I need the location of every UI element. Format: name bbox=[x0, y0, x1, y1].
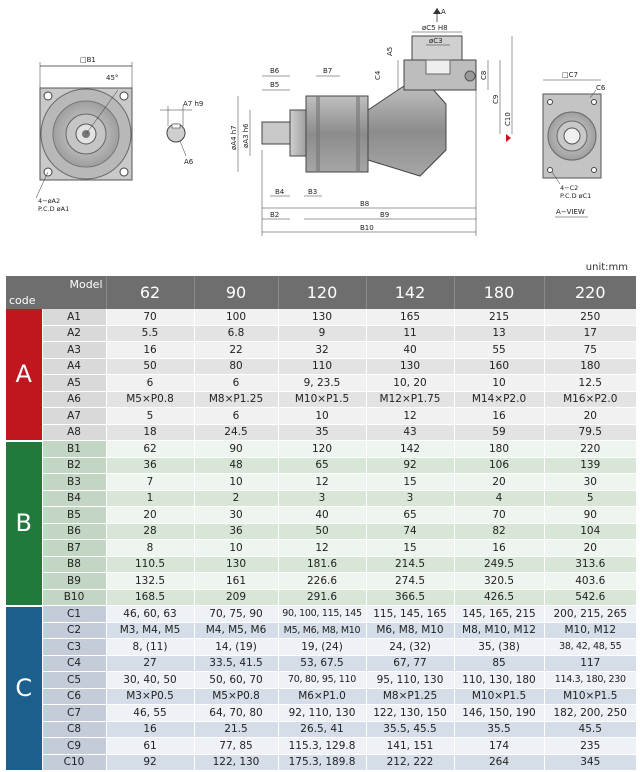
table-cell: 403.6 bbox=[544, 573, 636, 590]
label-a6: A6 bbox=[184, 158, 194, 166]
table-cell: 1 bbox=[106, 490, 194, 507]
label-c10: C10 bbox=[504, 112, 512, 126]
table-cell: 35, (38) bbox=[454, 639, 544, 656]
unit-label: unit:mm bbox=[585, 262, 628, 273]
table-row bbox=[6, 358, 636, 375]
table-cell: 38, 42, 48, 55 bbox=[544, 639, 636, 656]
table-cell: 12 bbox=[278, 474, 366, 491]
side-view bbox=[238, 8, 512, 236]
table-cell: M14×P2.0 bbox=[454, 391, 544, 408]
table-cell: 542.6 bbox=[544, 589, 636, 606]
table-cell: M5, M6, M8, M10 bbox=[278, 622, 366, 639]
table-cell: 291.6 bbox=[278, 589, 366, 606]
label-b10: B10 bbox=[360, 224, 374, 232]
table-cell: 9 bbox=[278, 325, 366, 342]
table-cell: 313.6 bbox=[544, 556, 636, 573]
table-cell: 100 bbox=[194, 309, 278, 325]
table-cell: 200, 215, 265 bbox=[544, 606, 636, 623]
table-cell: 366.5 bbox=[366, 589, 454, 606]
table-cell: 45.5 bbox=[544, 721, 636, 738]
table-cell: 10 bbox=[278, 408, 366, 425]
table-row bbox=[6, 441, 636, 458]
table-header-row bbox=[6, 276, 636, 309]
table-cell: 64, 70, 80 bbox=[194, 705, 278, 722]
row-code: B6 bbox=[42, 523, 106, 540]
table-row bbox=[6, 391, 636, 408]
table-cell: 6 bbox=[106, 375, 194, 392]
table-cell: M4, M5, M6 bbox=[194, 622, 278, 639]
table-cell: 14, (19) bbox=[194, 639, 278, 656]
table-cell: 35.5, 45.5 bbox=[366, 721, 454, 738]
table-cell: 3 bbox=[278, 490, 366, 507]
technical-drawing bbox=[0, 0, 640, 258]
table-cell: 12.5 bbox=[544, 375, 636, 392]
table-cell: 345 bbox=[544, 754, 636, 771]
table-cell: 7 bbox=[106, 474, 194, 491]
table-cell: 110.5 bbox=[106, 556, 194, 573]
table-cell: 15 bbox=[366, 474, 454, 491]
table-cell: 5 bbox=[106, 408, 194, 425]
label-a5: A5 bbox=[386, 46, 394, 56]
label-a2: 4−øA2 bbox=[38, 197, 61, 205]
table-cell: 10 bbox=[194, 474, 278, 491]
table-row bbox=[6, 721, 636, 738]
table-cell: 80 bbox=[194, 358, 278, 375]
table-cell: 264 bbox=[454, 754, 544, 771]
table-cell: 16 bbox=[106, 721, 194, 738]
table-cell: 175.3, 189.8 bbox=[278, 754, 366, 771]
table-cell: 48 bbox=[194, 457, 278, 474]
table-cell: 16 bbox=[454, 408, 544, 425]
table-cell: 110, 130, 180 bbox=[454, 672, 544, 689]
table-row bbox=[6, 342, 636, 359]
table-row bbox=[6, 490, 636, 507]
row-code: B3 bbox=[42, 474, 106, 491]
table-cell: 8, (11) bbox=[106, 639, 194, 656]
table-row bbox=[6, 672, 636, 689]
table-cell: 181.6 bbox=[278, 556, 366, 573]
table-cell: 35 bbox=[278, 424, 366, 441]
label-b9: B9 bbox=[380, 211, 390, 219]
table-cell: 67, 77 bbox=[366, 655, 454, 672]
label-c8: C8 bbox=[480, 70, 488, 80]
table-cell: M10, M12 bbox=[544, 622, 636, 639]
table-cell: M8, M10, M12 bbox=[454, 622, 544, 639]
row-code: C3 bbox=[42, 639, 106, 656]
label-b8: B8 bbox=[360, 200, 370, 208]
row-code: C10 bbox=[42, 754, 106, 771]
row-code: C5 bbox=[42, 672, 106, 689]
model-header: 180 bbox=[454, 276, 544, 309]
table-row bbox=[6, 705, 636, 722]
table-cell: 17 bbox=[544, 325, 636, 342]
table-cell: 61 bbox=[106, 738, 194, 755]
table-row bbox=[6, 375, 636, 392]
row-code: A8 bbox=[42, 424, 106, 441]
table-cell: 16 bbox=[106, 342, 194, 359]
table-cell: 132.5 bbox=[106, 573, 194, 590]
table-cell: 6 bbox=[194, 408, 278, 425]
table-cell: 130 bbox=[366, 358, 454, 375]
table-cell: M12×P1.75 bbox=[366, 391, 454, 408]
table-cell: 9, 23.5 bbox=[278, 375, 366, 392]
table-cell: 55 bbox=[454, 342, 544, 359]
table-cell: 27 bbox=[106, 655, 194, 672]
row-code: B2 bbox=[42, 457, 106, 474]
table-cell: 320.5 bbox=[454, 573, 544, 590]
row-code: C9 bbox=[42, 738, 106, 755]
table-cell: 235 bbox=[544, 738, 636, 755]
front-view bbox=[36, 62, 132, 198]
row-code: C2 bbox=[42, 622, 106, 639]
table-cell: 5 bbox=[544, 490, 636, 507]
model-header: 90 bbox=[194, 276, 278, 309]
table-cell: 70, 80, 95, 110 bbox=[278, 672, 366, 689]
model-header: 120 bbox=[278, 276, 366, 309]
table-cell: 20 bbox=[544, 408, 636, 425]
table-row bbox=[6, 573, 636, 590]
model-header: 220 bbox=[544, 276, 636, 309]
table-row bbox=[6, 738, 636, 755]
table-cell: 212, 222 bbox=[366, 754, 454, 771]
header-model-label: Model bbox=[69, 278, 103, 291]
table-cell: 82 bbox=[454, 523, 544, 540]
table-cell: 141, 151 bbox=[366, 738, 454, 755]
table-cell: 92 bbox=[366, 457, 454, 474]
table-cell: 174 bbox=[454, 738, 544, 755]
group-label: A bbox=[6, 309, 42, 441]
table-cell: 19, (24) bbox=[278, 639, 366, 656]
row-code: B5 bbox=[42, 507, 106, 524]
table-cell: 85 bbox=[454, 655, 544, 672]
table-cell: 215 bbox=[454, 309, 544, 325]
row-code: C8 bbox=[42, 721, 106, 738]
table-cell: 75 bbox=[544, 342, 636, 359]
table-cell: 117 bbox=[544, 655, 636, 672]
table-cell: 3 bbox=[366, 490, 454, 507]
table-cell: 53, 67.5 bbox=[278, 655, 366, 672]
table-cell: 36 bbox=[194, 523, 278, 540]
table-cell: 50 bbox=[106, 358, 194, 375]
table-cell: 24, (32) bbox=[366, 639, 454, 656]
table-cell: 10, 20 bbox=[366, 375, 454, 392]
label-c6: C6 bbox=[596, 84, 606, 92]
table-cell: 249.5 bbox=[454, 556, 544, 573]
table-cell: 274.5 bbox=[366, 573, 454, 590]
table-row bbox=[6, 688, 636, 705]
table-cell: 122, 130 bbox=[194, 754, 278, 771]
label-b7: B7 bbox=[323, 67, 333, 75]
table-row bbox=[6, 589, 636, 606]
table-cell: 161 bbox=[194, 573, 278, 590]
table-cell: 146, 150, 190 bbox=[454, 705, 544, 722]
row-code: A5 bbox=[42, 375, 106, 392]
table-cell: M10×P1.5 bbox=[454, 688, 544, 705]
row-code: A3 bbox=[42, 342, 106, 359]
row-code: B4 bbox=[42, 490, 106, 507]
row-code: B7 bbox=[42, 540, 106, 557]
table-row bbox=[6, 424, 636, 441]
table-cell: 160 bbox=[454, 358, 544, 375]
table-cell: M6, M8, M10 bbox=[366, 622, 454, 639]
table-cell: 62 bbox=[106, 441, 194, 458]
group-label: C bbox=[6, 606, 42, 771]
table-row bbox=[6, 639, 636, 656]
row-code: A4 bbox=[42, 358, 106, 375]
table-cell: 15 bbox=[366, 540, 454, 557]
label-pcd-a1: P.C.D øA1 bbox=[38, 205, 70, 213]
row-code: A6 bbox=[42, 391, 106, 408]
table-cell: 10 bbox=[454, 375, 544, 392]
table-cell: M8×P1.25 bbox=[366, 688, 454, 705]
label-b3: B3 bbox=[308, 188, 318, 196]
table-cell: 130 bbox=[194, 556, 278, 573]
table-cell: 180 bbox=[454, 441, 544, 458]
table-cell: 20 bbox=[544, 540, 636, 557]
table-cell: 120 bbox=[278, 441, 366, 458]
label-b6: B6 bbox=[270, 67, 280, 75]
table-row bbox=[6, 754, 636, 771]
table-cell: 26.5, 41 bbox=[278, 721, 366, 738]
table-cell: 30 bbox=[194, 507, 278, 524]
table-cell: 6 bbox=[194, 375, 278, 392]
table-row bbox=[6, 622, 636, 639]
table-row bbox=[6, 655, 636, 672]
table-row bbox=[6, 507, 636, 524]
table-row bbox=[6, 523, 636, 540]
table-cell: 226.6 bbox=[278, 573, 366, 590]
table-cell: 250 bbox=[544, 309, 636, 325]
table-cell: 4 bbox=[454, 490, 544, 507]
label-c3: øC3 bbox=[429, 37, 443, 45]
row-code: B9 bbox=[42, 573, 106, 590]
table-cell: 142 bbox=[366, 441, 454, 458]
table-cell: 11 bbox=[366, 325, 454, 342]
table-cell: 90 bbox=[194, 441, 278, 458]
table-cell: 32 bbox=[278, 342, 366, 359]
table-cell: 21.5 bbox=[194, 721, 278, 738]
table-cell: 106 bbox=[454, 457, 544, 474]
table-cell: 35.5 bbox=[454, 721, 544, 738]
label-c5: øC5 H8 bbox=[422, 24, 448, 32]
table-cell: 12 bbox=[366, 408, 454, 425]
row-code: A1 bbox=[42, 309, 106, 325]
table-row bbox=[6, 540, 636, 557]
table-cell: 145, 165, 215 bbox=[454, 606, 544, 623]
table-cell: 33.5, 41.5 bbox=[194, 655, 278, 672]
table-row bbox=[6, 606, 636, 623]
table-cell: 18 bbox=[106, 424, 194, 441]
label-pcd-c1: P.C.D øC1 bbox=[560, 192, 592, 200]
table-cell: 114.3, 180, 230 bbox=[544, 672, 636, 689]
label-b2: B2 bbox=[270, 211, 280, 219]
label-a3: øA3 h6 bbox=[242, 123, 250, 148]
label-c7: □C7 bbox=[562, 71, 578, 79]
table-cell: 180 bbox=[544, 358, 636, 375]
table-row bbox=[6, 408, 636, 425]
table-cell: M16×P2.0 bbox=[544, 391, 636, 408]
table-cell: 46, 60, 63 bbox=[106, 606, 194, 623]
table-cell: 65 bbox=[278, 457, 366, 474]
table-cell: 168.5 bbox=[106, 589, 194, 606]
label-b5: B5 bbox=[270, 81, 280, 89]
row-code: A7 bbox=[42, 408, 106, 425]
table-cell: 59 bbox=[454, 424, 544, 441]
table-cell: M5×P0.8 bbox=[106, 391, 194, 408]
table-cell: 92 bbox=[106, 754, 194, 771]
table-cell: 74 bbox=[366, 523, 454, 540]
table-row bbox=[6, 556, 636, 573]
label-a-view: A−VIEW bbox=[556, 208, 585, 216]
table-cell: 24.5 bbox=[194, 424, 278, 441]
table-cell: 30, 40, 50 bbox=[106, 672, 194, 689]
table-cell: 30 bbox=[544, 474, 636, 491]
table-cell: 10 bbox=[194, 540, 278, 557]
table-cell: 40 bbox=[366, 342, 454, 359]
row-code: A2 bbox=[42, 325, 106, 342]
table-cell: 220 bbox=[544, 441, 636, 458]
table-cell: 8 bbox=[106, 540, 194, 557]
label-c2: 4−C2 bbox=[560, 184, 579, 192]
table-cell: 6.8 bbox=[194, 325, 278, 342]
table-cell: 16 bbox=[454, 540, 544, 557]
table-cell: 46, 55 bbox=[106, 705, 194, 722]
table-cell: 130 bbox=[278, 309, 366, 325]
dimension-table bbox=[6, 276, 636, 772]
table-cell: 139 bbox=[544, 457, 636, 474]
header-code-label: code bbox=[9, 294, 36, 307]
table-cell: 110 bbox=[278, 358, 366, 375]
row-code: C7 bbox=[42, 705, 106, 722]
table-cell: 115, 145, 165 bbox=[366, 606, 454, 623]
table-cell: 50, 60, 70 bbox=[194, 672, 278, 689]
table-cell: M3, M4, M5 bbox=[106, 622, 194, 639]
table-cell: M10×P1.5 bbox=[544, 688, 636, 705]
table-cell: 12 bbox=[278, 540, 366, 557]
table-cell: 20 bbox=[106, 507, 194, 524]
table-cell: 165 bbox=[366, 309, 454, 325]
row-code: C1 bbox=[42, 606, 106, 623]
table-row bbox=[6, 474, 636, 491]
table-cell: 182, 200, 250 bbox=[544, 705, 636, 722]
table-cell: 122, 130, 150 bbox=[366, 705, 454, 722]
row-code: B10 bbox=[42, 589, 106, 606]
row-code: B8 bbox=[42, 556, 106, 573]
table-cell: 70 bbox=[106, 309, 194, 325]
label-c9: C9 bbox=[492, 94, 500, 104]
group-label: B bbox=[6, 441, 42, 606]
table-cell: M10×P1.5 bbox=[278, 391, 366, 408]
table-cell: 20 bbox=[454, 474, 544, 491]
row-code: B1 bbox=[42, 441, 106, 458]
table-cell: 70 bbox=[454, 507, 544, 524]
model-header: 62 bbox=[106, 276, 194, 309]
table-cell: 79.5 bbox=[544, 424, 636, 441]
label-arrow-a: A bbox=[441, 8, 446, 16]
table-row bbox=[6, 457, 636, 474]
table-cell: 115.3, 129.8 bbox=[278, 738, 366, 755]
table-cell: M5×P0.8 bbox=[194, 688, 278, 705]
table-cell: 22 bbox=[194, 342, 278, 359]
table-cell: M6×P1.0 bbox=[278, 688, 366, 705]
table-cell: M3×P0.5 bbox=[106, 688, 194, 705]
table-cell: 90, 100, 115, 145 bbox=[278, 606, 366, 623]
table-row bbox=[6, 309, 636, 325]
table-cell: 214.5 bbox=[366, 556, 454, 573]
table-cell: 426.5 bbox=[454, 589, 544, 606]
table-row bbox=[6, 325, 636, 342]
table-cell: 65 bbox=[366, 507, 454, 524]
table-cell: 70, 75, 90 bbox=[194, 606, 278, 623]
label-c4: C4 bbox=[374, 70, 382, 80]
label-b1: □B1 bbox=[80, 56, 96, 64]
label-a4: øA4 h7 bbox=[230, 125, 238, 150]
table-cell: 28 bbox=[106, 523, 194, 540]
label-b4: B4 bbox=[275, 188, 285, 196]
table-cell: 104 bbox=[544, 523, 636, 540]
table-cell: 36 bbox=[106, 457, 194, 474]
table-cell: 40 bbox=[278, 507, 366, 524]
shaft-detail bbox=[160, 106, 192, 156]
row-code: C4 bbox=[42, 655, 106, 672]
model-header: 142 bbox=[366, 276, 454, 309]
table-cell: 209 bbox=[194, 589, 278, 606]
header-model-code bbox=[6, 276, 106, 309]
label-a7: A7 h9 bbox=[183, 100, 204, 108]
table-cell: 50 bbox=[278, 523, 366, 540]
table-cell: 95, 110, 130 bbox=[366, 672, 454, 689]
row-code: C6 bbox=[42, 688, 106, 705]
table-body bbox=[6, 309, 636, 771]
table-cell: M8×P1.25 bbox=[194, 391, 278, 408]
table-cell: 92, 110, 130 bbox=[278, 705, 366, 722]
table-cell: 2 bbox=[194, 490, 278, 507]
table-cell: 13 bbox=[454, 325, 544, 342]
label-45deg: 45° bbox=[106, 74, 119, 82]
table-cell: 77, 85 bbox=[194, 738, 278, 755]
table-cell: 90 bbox=[544, 507, 636, 524]
table-cell: 5.5 bbox=[106, 325, 194, 342]
table-cell: 43 bbox=[366, 424, 454, 441]
